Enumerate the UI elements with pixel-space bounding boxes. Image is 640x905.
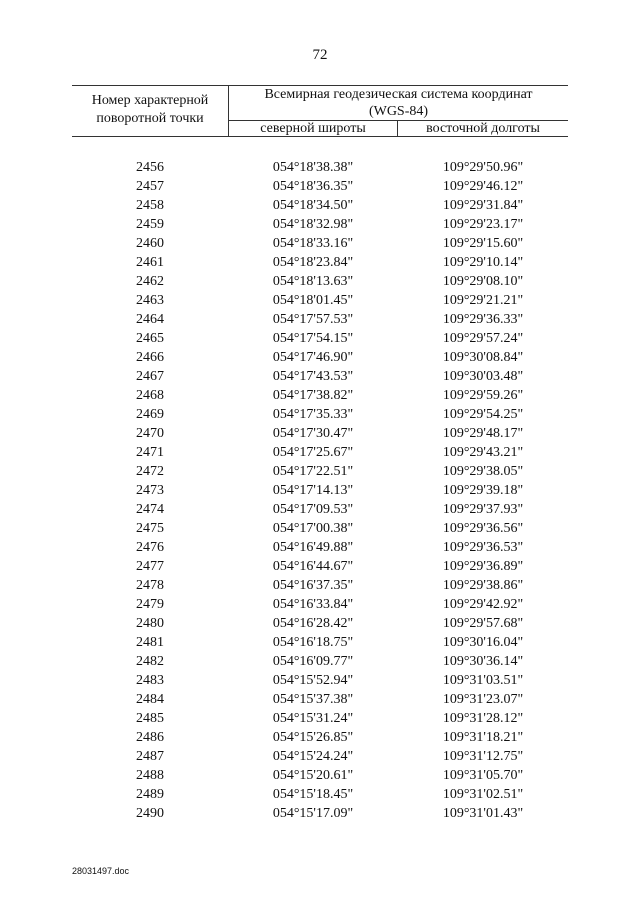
coordinate-system-header [229,86,568,120]
point-number-cell: 2487 [136,749,164,764]
table-row [0,500,640,519]
longitude-cell: 109°31'23.07" [442,692,524,707]
table-row [0,785,640,804]
point-number-cell: 2484 [136,692,164,707]
latitude-cell: 054°18'32.98" [272,217,354,232]
latitude-cell: 054°17'43.53" [272,369,354,384]
point-number-cell: 2485 [136,711,164,726]
footer-filename: 28031497.doc [72,866,130,876]
table-row [0,652,640,671]
latitude-cell: 054°16'28.42" [272,616,354,631]
point-number-cell: 2476 [136,540,164,555]
point-number-cell: 2461 [136,255,164,270]
table-row [0,443,640,462]
longitude-cell: 109°29'59.26" [442,388,524,403]
table-row [0,462,640,481]
longitude-cell: 109°30'36.14" [442,654,524,669]
point-number-cell: 2458 [136,198,164,213]
point-number-cell: 2488 [136,768,164,783]
longitude-cell: 109°29'36.56" [442,521,524,536]
point-number-cell: 2482 [136,654,164,669]
longitude-cell: 109°29'38.86" [442,578,524,593]
longitude-cell: 109°29'43.21" [442,445,524,460]
point-number-cell: 2483 [136,673,164,688]
point-number-cell: 2479 [136,597,164,612]
longitude-cell: 109°29'36.33" [442,312,524,327]
longitude-cell: 109°31'05.70" [442,768,524,783]
latitude-cell: 054°17'38.82" [272,388,354,403]
point-number-cell: 2473 [136,483,164,498]
point-number-cell: 2477 [136,559,164,574]
table-row [0,386,640,405]
latitude-cell: 054°16'09.77" [272,654,354,669]
latitude-cell: 054°15'18.45" [272,787,354,802]
latitude-cell: 054°18'13.63" [272,274,354,289]
longitude-cell: 109°30'03.48" [442,369,524,384]
longitude-cell: 109°29'54.25" [442,407,524,422]
latitude-cell: 054°17'00.38" [272,521,354,536]
latitude-cell: 054°18'34.50" [272,198,354,213]
table-row [0,196,640,215]
point-number-cell: 2480 [136,616,164,631]
table-row [0,291,640,310]
coordinate-system-header-line1: Всемирная геодезическая система координат [264,87,533,102]
longitude-cell: 109°31'01.43" [442,806,524,821]
table-row [0,367,640,386]
table-row [0,690,640,709]
longitude-cell: 109°29'46.12" [442,179,524,194]
table-row [0,595,640,614]
table-row [0,671,640,690]
table-row [0,538,640,557]
latitude-cell: 054°17'46.90" [272,350,354,365]
table-row [0,557,640,576]
latitude-cell: 054°17'14.13" [272,483,354,498]
table-row [0,709,640,728]
latitude-cell: 054°17'25.67" [272,445,354,460]
longitude-cell: 109°29'57.24" [442,331,524,346]
table-row [0,804,640,823]
point-number-cell: 2478 [136,578,164,593]
point-number-cell: 2460 [136,236,164,251]
longitude-cell: 109°31'12.75" [442,749,524,764]
latitude-cell: 054°17'57.53" [272,312,354,327]
longitude-cell: 109°29'15.60" [442,236,524,251]
point-number-cell: 2464 [136,312,164,327]
latitude-cell: 054°18'01.45" [272,293,354,308]
table-row [0,215,640,234]
point-number-cell: 2457 [136,179,164,194]
point-number-cell: 2469 [136,407,164,422]
coordinate-system-header-line2: (WGS-84) [368,104,429,119]
latitude-cell: 054°15'31.24" [272,711,354,726]
point-number-cell: 2459 [136,217,164,232]
longitude-cell: 109°29'36.53" [442,540,524,555]
longitude-cell: 109°29'39.18" [442,483,524,498]
latitude-cell: 054°15'17.09" [272,806,354,821]
longitude-cell: 109°31'02.51" [442,787,524,802]
latitude-cell: 054°15'26.85" [272,730,354,745]
point-number-cell: 2465 [136,331,164,346]
table-row [0,329,640,348]
longitude-cell: 109°29'50.96" [442,160,524,175]
table-row [0,766,640,785]
latitude-cell: 054°16'37.35" [272,578,354,593]
latitude-cell: 054°15'52.94" [272,673,354,688]
latitude-cell: 054°18'33.16" [272,236,354,251]
point-number-header-line2: поворотной точки [96,111,204,126]
table-row [0,747,640,766]
longitude-cell: 109°29'23.17" [442,217,524,232]
table-row [0,272,640,291]
longitude-cell: 109°30'08.84" [442,350,524,365]
table-row [0,348,640,367]
table-row [0,614,640,633]
latitude-cell: 054°16'33.84" [272,597,354,612]
point-number-cell: 2470 [136,426,164,441]
longitude-cell: 109°29'37.93" [442,502,524,517]
latitude-cell: 054°17'30.47" [272,426,354,441]
table-row [0,310,640,329]
longitude-cell: 109°29'38.05" [442,464,524,479]
table-row [0,424,640,443]
longitude-cell: 109°29'31.84" [442,198,524,213]
point-number-cell: 2475 [136,521,164,536]
point-number-cell: 2471 [136,445,164,460]
longitude-cell: 109°30'16.04" [442,635,524,650]
point-number-header-line1: Номер характерной [91,93,209,108]
table-row [0,481,640,500]
point-number-cell: 2486 [136,730,164,745]
point-number-cell: 2474 [136,502,164,517]
latitude-cell: 054°17'22.51" [272,464,354,479]
longitude-cell: 109°31'28.12" [442,711,524,726]
latitude-cell: 054°17'35.33" [272,407,354,422]
latitude-cell: 054°17'09.53" [272,502,354,517]
latitude-cell: 054°18'38.38" [272,160,354,175]
point-number-cell: 2490 [136,806,164,821]
latitude-cell: 054°16'18.75" [272,635,354,650]
point-number-cell: 2489 [136,787,164,802]
table-row [0,177,640,196]
longitude-cell: 109°31'18.21" [442,730,524,745]
latitude-header: северной широты [260,121,366,136]
latitude-cell: 054°18'23.84" [272,255,354,270]
latitude-cell: 054°15'37.38" [272,692,354,707]
table-row [0,728,640,747]
table-row [0,633,640,652]
longitude-cell: 109°29'57.68" [442,616,524,631]
point-number-cell: 2456 [136,160,164,175]
table-row [0,158,640,177]
latitude-cell: 054°18'36.35" [272,179,354,194]
point-number-cell: 2481 [136,635,164,650]
point-number-cell: 2462 [136,274,164,289]
point-number-header [72,92,228,128]
point-number-cell: 2472 [136,464,164,479]
latitude-cell: 054°15'20.61" [272,768,354,783]
point-number-cell: 2468 [136,388,164,403]
page-number: 72 [312,47,328,63]
table-row [0,253,640,272]
longitude-cell: 109°29'21.21" [442,293,524,308]
longitude-cell: 109°29'42.92" [442,597,524,612]
latitude-cell: 054°16'49.88" [272,540,354,555]
point-number-cell: 2463 [136,293,164,308]
latitude-cell: 054°17'54.15" [272,331,354,346]
longitude-header: восточной долготы [426,121,540,136]
longitude-cell: 109°29'08.10" [442,274,524,289]
table-row [0,576,640,595]
point-number-cell: 2467 [136,369,164,384]
longitude-cell: 109°29'36.89" [442,559,524,574]
coordinates-table-body [0,158,640,823]
longitude-cell: 109°29'10.14" [442,255,524,270]
latitude-cell: 054°15'24.24" [272,749,354,764]
longitude-cell: 109°29'48.17" [442,426,524,441]
table-row [0,234,640,253]
point-number-cell: 2466 [136,350,164,365]
table-row [0,519,640,538]
longitude-cell: 109°31'03.51" [442,673,524,688]
table-row [0,405,640,424]
latitude-cell: 054°16'44.67" [272,559,354,574]
